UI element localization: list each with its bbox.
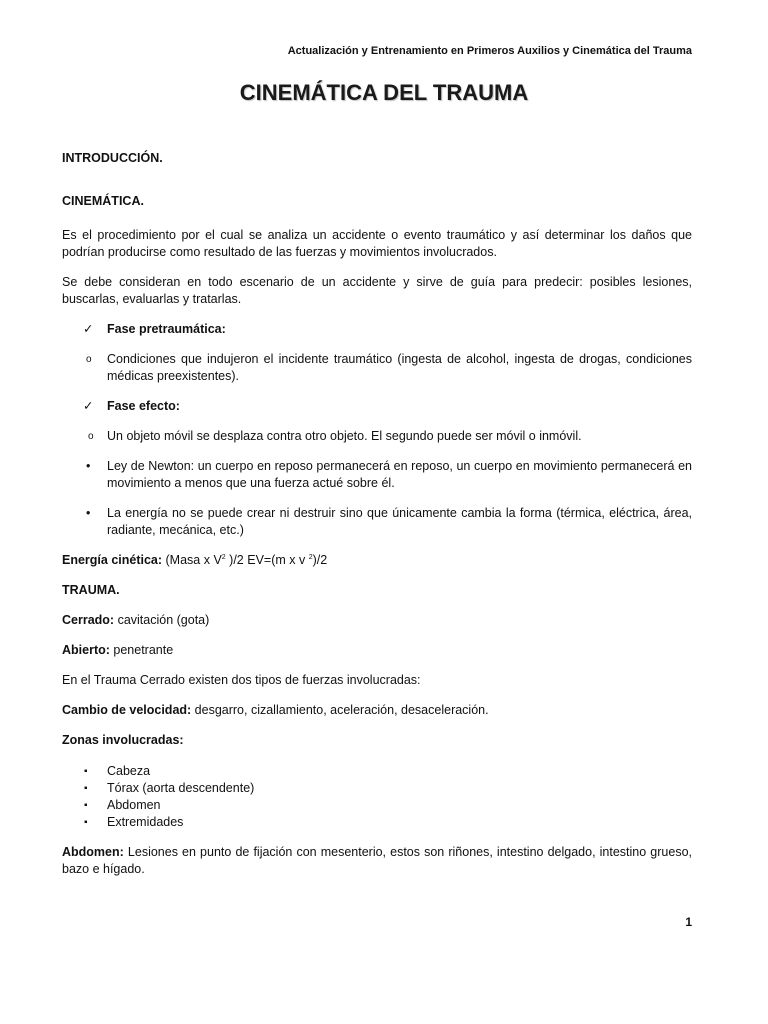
paragraph-cinematica-scope: Se debe consideran en todo escenario de un accidente y sirve de guía para predecir: posibles lesiones, buscarlas, evaluarlas y tratarlas. <box>62 275 692 306</box>
abdomen-paragraph: Abdomen: Lesiones en punto de fijación con mesenterio, estos son riñones, intestino delgado, intestino grueso, bazo e hígado. <box>62 845 692 876</box>
trauma-open: Abierto: penetrante <box>62 643 174 657</box>
square-bullet-icon: ▪ <box>84 783 88 794</box>
bullet-energy-text: La energía no se puede crear ni destruir sino que únicamente cambia la forma (térmica, eléctrica, área, radiante, mecánica, etc.) <box>107 506 692 537</box>
zones-list <box>62 763 692 831</box>
kinetic-energy-formula: Energía cinética: (Masa x $V^2$ )/2 EV=(m x v $^2$)/2 <box>62 553 328 567</box>
square-bullet-icon: ▪ <box>84 817 88 828</box>
paragraph-cinematica-definition: Es el procedimiento por el cual se analiza un accidente o evento traumático y así determinar los daños que podrían producirse como resultado de las fuerzas y movimientos involucrados. <box>62 228 692 259</box>
page-number: 1 <box>685 915 692 929</box>
square-bullet-icon: ▪ <box>84 766 88 777</box>
bullet-energy <box>62 505 692 539</box>
bullet-newton-text: Ley de Newton: un cuerpo en reposo permanecerá en reposo, un cuerpo en movimiento permanecerá en movimiento a menos que una fuerza actué sobre él. <box>107 459 692 490</box>
bullet-icon: • <box>86 459 91 473</box>
list-item: ▪ Tórax (aorta descendente) <box>84 781 255 795</box>
heading-cinematica: CINEMÁTICA. <box>62 194 144 208</box>
page-header: Actualización y Entrenamiento en Primeros Auxilios y Cinemática del Trauma <box>287 45 692 57</box>
heading-trauma: TRAUMA. <box>62 583 120 597</box>
velocity-change: Cambio de velocidad: desgarro, cizallamiento, aceleración, desaceleración. <box>62 703 489 717</box>
document-title: CINEMÁTICA DEL TRAUMA <box>239 80 529 105</box>
list-item: ▪ Abdomen <box>84 798 161 812</box>
phase-pretraumatic-text: Condiciones que indujeron el incidente traumático (ingesta de alcohol, ingesta de drogas, condiciones médicas preexistentes). <box>107 352 692 383</box>
phase-effect <box>62 398 692 415</box>
phase-pretraumatic <box>62 321 692 338</box>
document-body <box>62 150 692 878</box>
phase-effect-label: Fase efecto: <box>107 399 180 413</box>
checkmark-icon: ✓ <box>83 399 94 413</box>
bullet-icon: • <box>86 506 91 520</box>
phase-effect-item <box>62 428 692 445</box>
square-bullet-icon: ▪ <box>84 800 88 811</box>
checkmark-icon: ✓ <box>83 322 94 336</box>
circle-bullet-icon: o <box>86 354 92 365</box>
trauma-forces: En el Trauma Cerrado existen dos tipos de fuerzas involucradas: <box>62 673 421 687</box>
phase-pretraumatic-item <box>62 351 692 385</box>
heading-zonas: Zonas involucradas: <box>62 733 184 747</box>
trauma-closed: Cerrado: cavitación (gota) <box>62 613 210 627</box>
list-item: ▪ Extremidades <box>84 815 184 829</box>
heading-introduccion: INTRODUCCIÓN. <box>62 151 163 165</box>
phase-pretraumatic-label: Fase pretraumática: <box>107 322 226 336</box>
bullet-newton <box>62 458 692 492</box>
kinetic-energy-label: Energía cinética: <box>62 553 163 567</box>
list-item: ▪ Cabeza <box>84 764 151 778</box>
circle-bullet-icon: o <box>88 431 94 442</box>
phase-effect-text: Un objeto móvil se desplaza contra otro objeto. El segundo puede ser móvil o inmóvil. <box>107 429 582 443</box>
